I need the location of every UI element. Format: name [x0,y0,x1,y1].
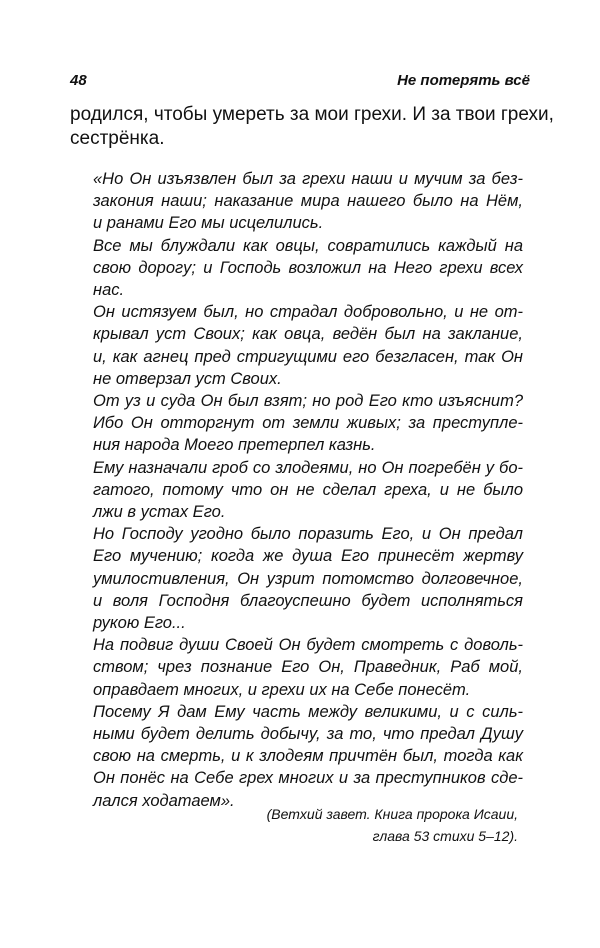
quote-line: ством; чрез познание Его Он, Праведник, Раб мой, [93,658,523,677]
quote-line: оправдает многих, и грехи их на Себе понесёт. [93,680,471,699]
quote-line: ния народа Моего претерпел казнь. [93,436,376,455]
quote-line: закония наши; наказание мира нашего было на Нём, [93,192,523,211]
quote-source [267,803,518,847]
quote-line: Ибо Он отторгнут от земли живых; за преступле- [93,414,523,433]
page-number: 48 [70,72,87,89]
quote-line: и воля Господня благоуспешно будет исполняться [93,591,523,610]
quote-line: ными будет делить добычу, за то, что предал Душу [93,725,523,744]
quote-line: лался ходатаем». [93,791,235,810]
quote-line: Посему Я дам Ему часть между великими, и с силь- [93,702,523,721]
quote-line: Он истязуем был, но страдал добровольно, и не от- [93,303,523,322]
quote-line: нас. [93,281,125,300]
quote-line: Все мы блуждали как овцы, совратились каждый на [93,236,523,255]
source-line: (Ветхий завет. Книга пророка Исаии, [266,806,518,822]
quote-line: лжи в устах Его. [93,503,226,522]
quote-line: свою на смерть, и к злодеям причтён был, тогда как [93,747,523,766]
quote-line: не отверзал уст Своих. [93,369,282,388]
quote-line: и ранами Его мы исцелились. [93,214,324,233]
quote-line: На подвиг души Своей Он будет смотреть с доволь- [93,636,523,655]
quote-line: Ему назначали гроб со злодеями, но Он погребён у бо- [93,458,523,477]
quote-line: рукою Его... [93,614,186,633]
quote-line: крывал уст Своих; как овца, ведён был на заклание, [93,325,523,344]
quote-line: свою дорогу; и Господь возложил на Него грехи всех [93,258,523,277]
page-header [70,72,530,94]
quote-line: «Но Он изъязвлен был за грехи наши и мучим за без- [93,170,523,188]
running-title: Не потерять всё [397,72,530,89]
quote-line: гатого, потому что он не сделал греха, и не было [93,480,523,499]
lead-paragraph [70,103,554,151]
text-line: родился, чтобы умереть за мои грехи. И за твои грехи, [70,104,554,125]
scripture-quote [93,168,523,812]
quote-line: Его мучению; когда же душа Его принесёт жертву [93,547,523,566]
quote-line: умилостивления, Он узрит потомство долговечное, [93,569,523,588]
quote-line: От уз и суда Он был взят; но род Его кто изъяснит? [93,392,523,411]
quote-line: Но Господу угодно было поразить Его, и Он предал [93,525,523,544]
text-line: сестрёнка. [70,128,165,149]
source-line: глава 53 стихи 5–12). [372,828,518,844]
quote-line: и, как агнец пред стригущими его безгласен, так Он [93,347,523,366]
quote-line: Он понёс на Себе грех многих и за преступников сде- [93,769,523,788]
